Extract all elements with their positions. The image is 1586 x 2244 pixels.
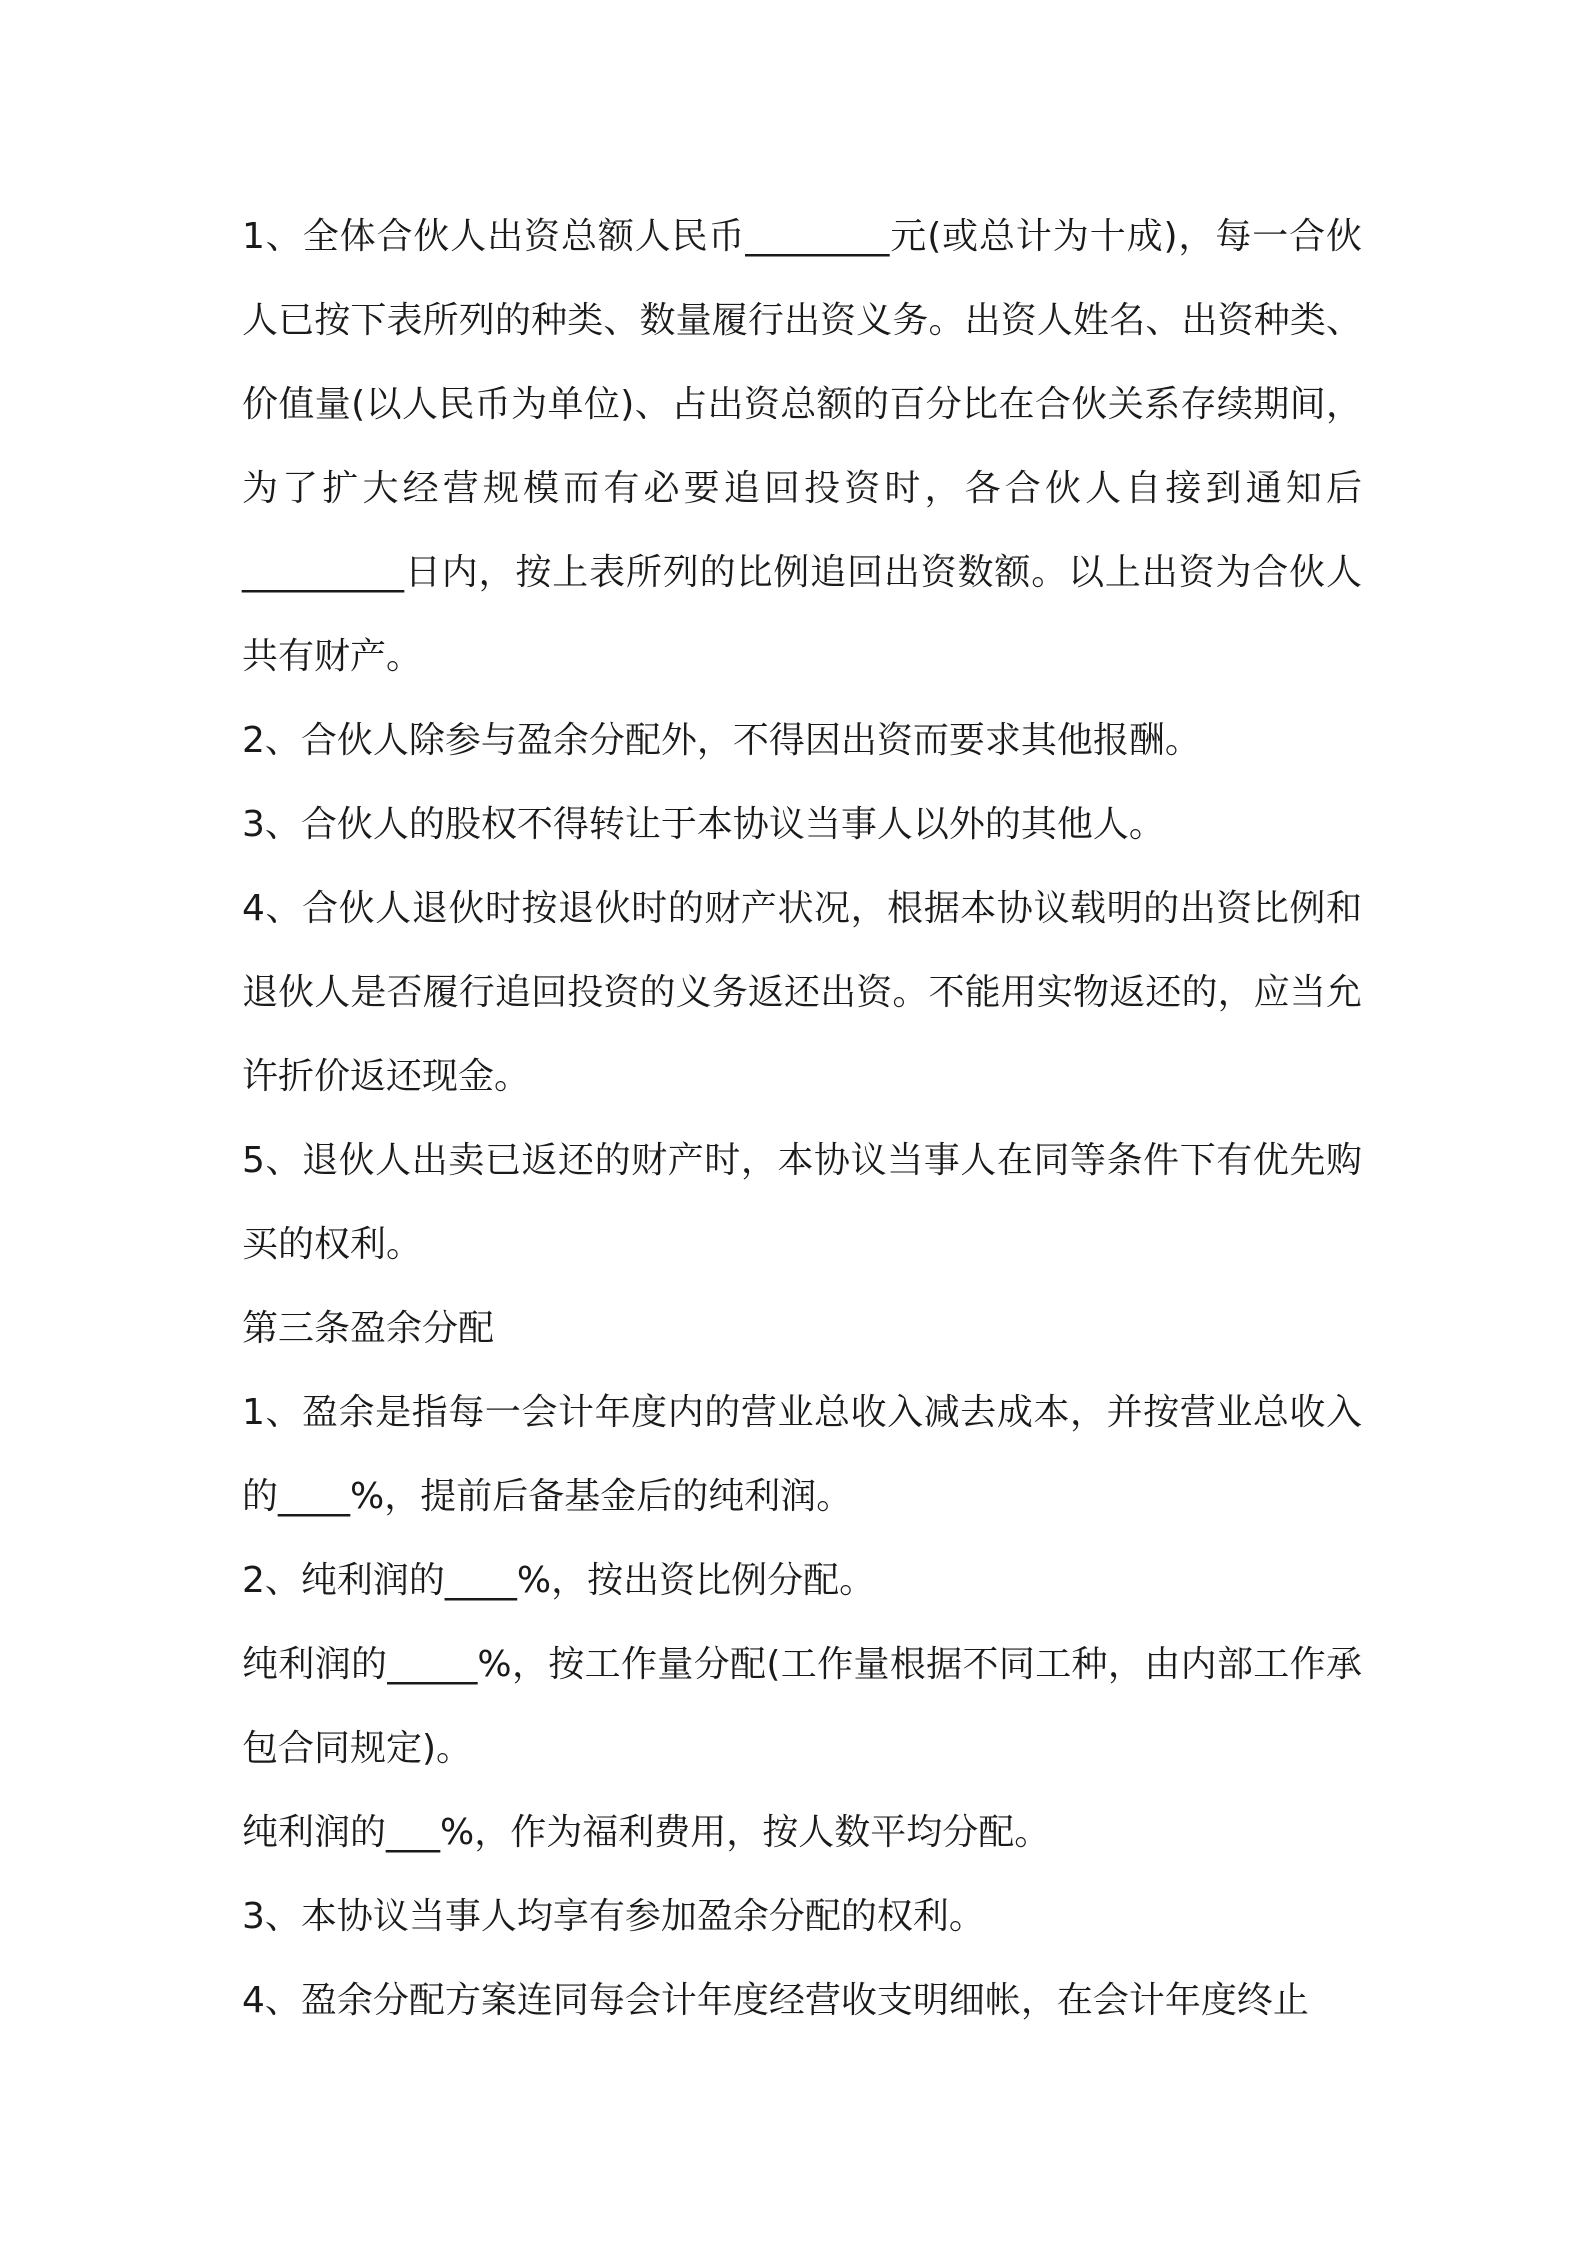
paragraph-distribution-right: 3、本协议当事人均享有参加盈余分配的权利。 [242,1896,985,1937]
document-body [242,195,1362,2043]
paragraph-no-extra-remuneration: 2、合伙人除参与盈余分配外，不得因出资而要求其他报酬。 [242,720,1201,761]
paragraph-equity-transfer: 3、合伙人的股权不得转让于本协议当事人以外的其他人。 [242,804,1165,845]
paragraph-distribution-plan: 4、盈余分配方案连同每会计年度经营收支明细帐，在会计年度终止 [242,1980,1309,2021]
paragraph-profit-definition: 1、盈余是指每一会计年度内的营业总收入减去成本，并按营业总收入的____%，提前后备基金后的纯利润。 [242,1392,1362,1517]
paragraph-preemptive-right: 5、退伙人出卖已返还的财产时，本协议当事人在同等条件下有优先购买的权利。 [242,1140,1362,1265]
section-heading-profit-distribution: 第三条盈余分配 [242,1308,495,1349]
paragraph-profit-welfare: 纯利润的___%，作为福利费用，按人数平均分配。 [242,1812,1051,1853]
paragraph-profit-by-workload: 纯利润的_____%，按工作量分配(工作量根据不同工种，由内部工作承包合同规定)。 [242,1644,1362,1769]
paragraph-profit-by-capital: 2、纯利润的____%，按出资比例分配。 [242,1560,876,1601]
paragraph-withdrawal-refund: 4、合伙人退伙时按退伙时的财产状况，根据本协议载明的出资比例和退伙人是否履行追回投资的义务返还出资。不能用实物返还的，应当允许折价返还现金。 [242,888,1362,1097]
paragraph-capital-contribution: 1、全体合伙人出资总额人民币________元(或总计为十成)，每一合伙人已按下表所列的种类、数量履行出资义务。出资人姓名、出资种类、价值量(以人民币为单位)、占出资总额的百分比在合伙关系存续期间，为了扩大经营规模而有必要追回投资时，各合伙人自接到通知后_________日内，按上表所列的比例追回出资数额。以上出资为合伙人共有财产。 [242,216,1362,677]
